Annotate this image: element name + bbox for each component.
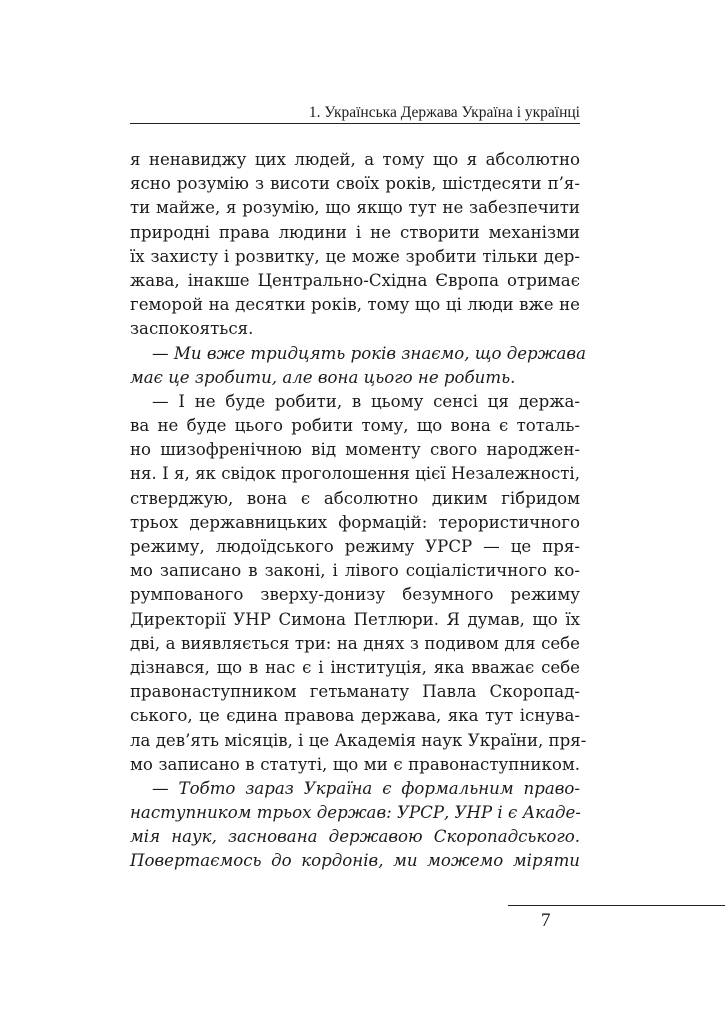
text-line: румпованого зверху-донизу безумного режиму xyxy=(130,585,580,605)
text-line: ти майже, я розумію, що якщо тут не забезпечити xyxy=(130,198,580,218)
header-rule xyxy=(130,123,580,124)
text-line: має це зробити, але вона цього не робить. xyxy=(130,367,516,387)
text-line: режиму, людоїдського режиму УРСР — це пря- xyxy=(130,537,580,556)
footer-rule xyxy=(508,905,725,906)
text-line: дві, а виявляється три: на днях з подивом для себе xyxy=(130,633,580,653)
text-line: мія наук, заснована державою Скоропадського. xyxy=(130,827,580,847)
text-line: наступником трьох держав: УРСР, УНР і є Акаде- xyxy=(130,803,581,823)
text-line: ла дев’ять місяців, і це Академія наук України, пря- xyxy=(130,730,587,750)
text-line: — І не буде робити, в цьому сенсі ця держа- xyxy=(152,391,580,411)
text-line: дізнався, що в нас є і інституція, яка вважає себе xyxy=(130,657,580,677)
text-line: Директорії УНР Симона Петлюри. Я думав, що їх xyxy=(130,609,580,629)
text-line: трьох державницьких формацій: терористичного xyxy=(130,512,580,532)
text-line: — Тобто зараз Україна є формальним право- xyxy=(152,778,580,798)
text-line: заспокояться. xyxy=(130,319,254,339)
text-line: їх захисту і розвитку, це може зробити тільки дер- xyxy=(130,246,580,266)
body-text xyxy=(130,148,587,874)
text-line: ва не буде цього робити тому, що вона є тоталь- xyxy=(130,416,580,436)
text-line: я ненавиджу цих людей, а тому що я абсолютно xyxy=(130,150,580,169)
text-line: мо записано в статуті, що ми є правонаступником. xyxy=(130,754,580,774)
page-number: 7 xyxy=(541,910,551,931)
text-line: но шизофренічною від моменту свого народжен- xyxy=(130,440,580,460)
text-line: ського, це єдина правова держава, яка тут існува- xyxy=(130,706,580,726)
text-line: ня. І я, як свідок проголошення цієї Незалежності, xyxy=(130,464,580,484)
text-line: ясно розумію з висоти своїх років, шістдесяти п’я- xyxy=(130,174,580,194)
running-head: 1. Українська Держава Україна і українці xyxy=(308,104,580,121)
text-line: — Ми вже тридцять років знаємо, що держава xyxy=(152,343,586,363)
text-line: жава, інакше Центрально-Східна Європа отримає xyxy=(130,270,580,290)
text-line: правонаступником гетьманату Павла Скоропад- xyxy=(130,682,580,702)
text-line: природні права людини і не створити механізми xyxy=(130,222,580,242)
text-line: геморой на десятки років, тому що ці люди вже не xyxy=(130,295,580,315)
text-line: Повертаємось до кордонів, ми можемо міряти xyxy=(130,851,580,871)
text-line: мо записано в законі, і лівого соціалістичного ко- xyxy=(130,561,580,581)
text-line: стверджую, вона є абсолютно диким гібридом xyxy=(130,488,580,508)
